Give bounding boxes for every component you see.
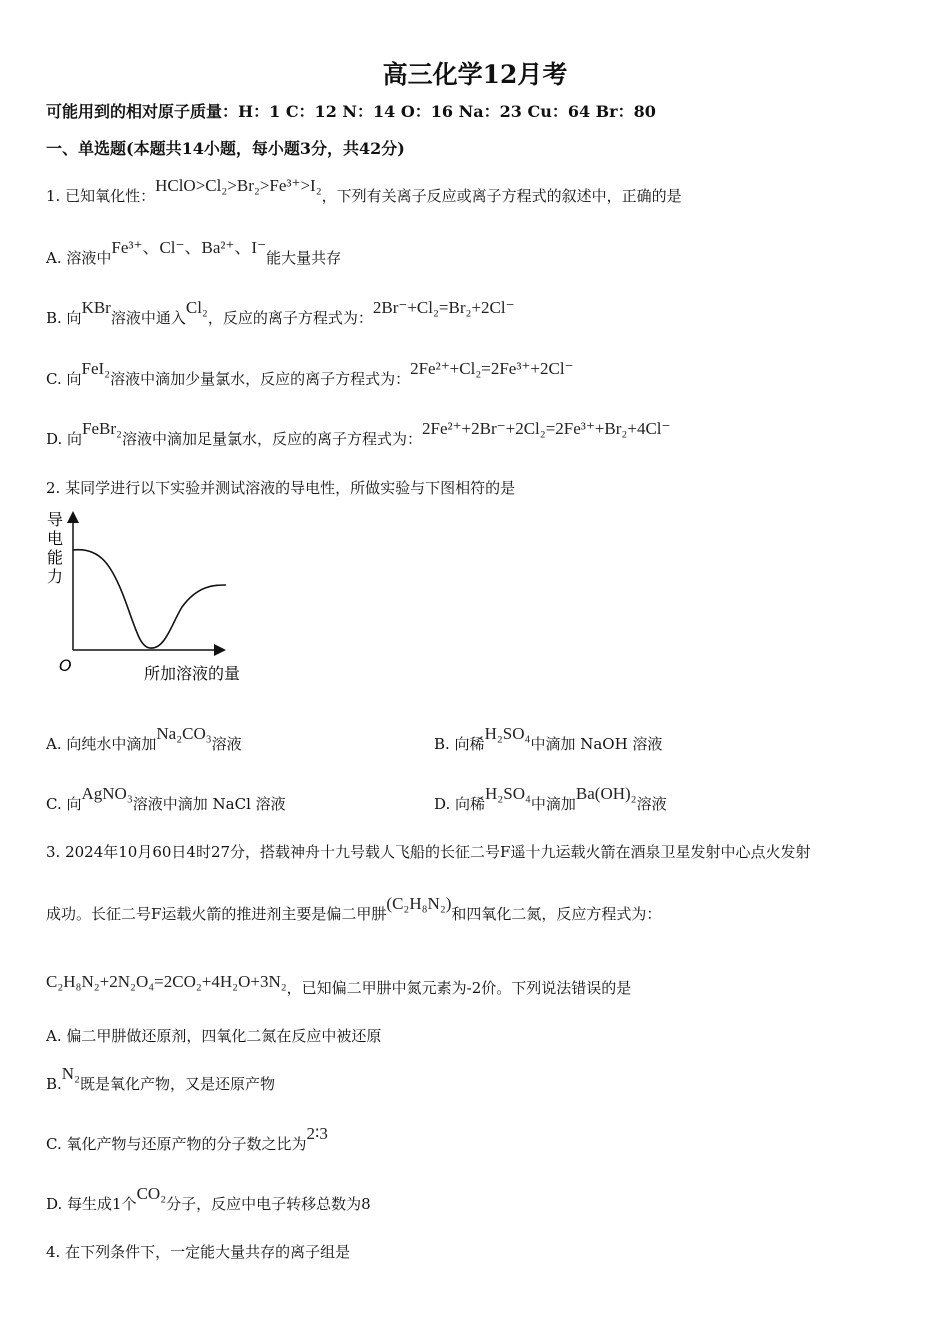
q3-stem-line1: 3. 2024年10月60日4时27分，搭载神舟十九号载人飞船的长征二号F遥十九运载火箭在酒泉卫星发射中心点火发射 — [46, 843, 811, 861]
q1-option-b: B. 向KBr溶液中通入Cl₂，反应的离子方程式为：2Br⁻+Cl₂=Br₂+2Cl⁻ — [46, 298, 515, 327]
q3-option-d: D. 每生成1个CO₂分子，反应中电子转移总数为8 — [46, 1184, 371, 1213]
section-heading: 一、单选题(本题共14小题，每小题3分，共42分) — [46, 139, 405, 158]
atomic-masses: 可能用到的相对原子质量：H：1 C：12 N：14 O：16 Na：23 Cu：64 Br：80 — [46, 102, 656, 121]
q1-option-c: C. 向FeI₂溶液中滴加少量氯水，反应的离子方程式为：2Fe²⁺+Cl₂=2Fe³⁺+2Cl⁻ — [46, 359, 574, 388]
x-axis-label: 所加溶液的量 — [144, 664, 241, 683]
q2-option-d: D. 向稀H₂SO₄中滴加Ba(OH)₂溶液 — [434, 784, 667, 813]
conductivity-curve — [73, 550, 226, 648]
q3-option-c: C. 氧化产物与还原产物的分子数之比为2∶3 — [46, 1124, 328, 1153]
y-label-char-1: 导 — [47, 510, 64, 529]
y-label-char-3: 能 — [47, 548, 64, 567]
q2-stem: 2. 某同学进行以下实验并测试溶液的导电性，所做实验与下图相符的是 — [46, 479, 516, 497]
q3-stem-line3: C₂H₈N₂+2N₂O₄=2CO₂+4H₂O+3N₂，已知偏二甲肼中氮元素为-2价。下列说法错误的是 — [46, 972, 632, 997]
q1-option-a: A. 溶液中Fe³⁺、Cl⁻、Ba²⁺、I⁻能大量共存 — [46, 238, 342, 267]
q3-stem-line2: 成功。长征二号F运载火箭的推进剂主要是偏二甲肼(C₂H₈N₂)和四氧化二氮，反应方程式为： — [46, 894, 662, 923]
conductivity-graph — [40, 505, 280, 690]
y-label-char-4: 力 — [47, 567, 64, 586]
q2-option-c: C. 向AgNO₃溶液中滴加 NaCl 溶液 — [46, 784, 286, 813]
q1-stem: 1. 已知氧化性：HClO>Cl₂>Br₂>Fe³⁺>I₂，下列有关离子反应或离子方程式的叙述中，正确的是 — [46, 176, 682, 205]
q4-stem: 4. 在下列条件下，一定能大量共存的离子组是 — [46, 1243, 351, 1261]
q2-option-a: A. 向纯水中滴加Na₂CO₃溶液 — [46, 724, 242, 753]
origin-label: O — [59, 656, 72, 675]
y-label-char-2: 电 — [47, 529, 64, 548]
page-title: 高三化学12月考 — [382, 60, 568, 89]
q3-option-a: A. 偏二甲肼做还原剂，四氧化二氮在反应中被还原 — [46, 1027, 382, 1045]
q2-option-b: B. 向稀H₂SO₄中滴加 NaOH 溶液 — [434, 724, 663, 753]
q3-option-b: B.N₂既是氧化产物，又是还原产物 — [46, 1064, 276, 1093]
q1-option-d: D. 向FeBr₂溶液中滴加足量氯水，反应的离子方程式为：2Fe²⁺+2Br⁻+2Cl₂=2Fe³⁺+Br₂+4Cl⁻ — [46, 419, 671, 448]
